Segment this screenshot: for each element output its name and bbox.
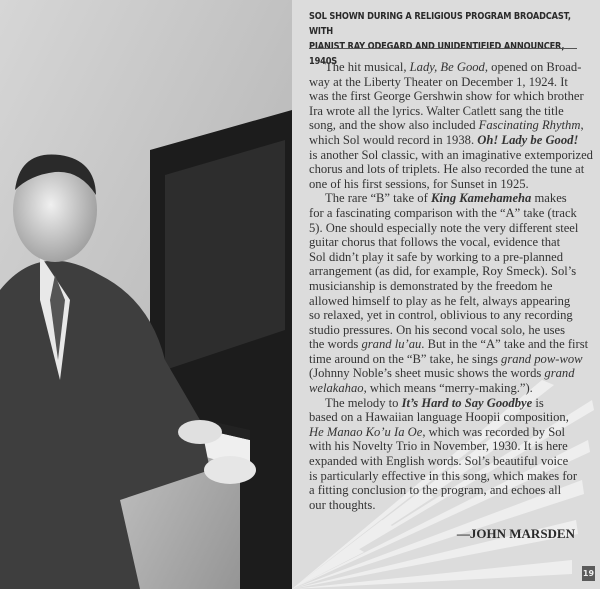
text-line	[309, 337, 589, 352]
text-line	[309, 425, 584, 440]
text-run: for a fascinating comparison with the “A” take (track	[309, 205, 577, 220]
text-run: song, and the show also included	[309, 118, 479, 133]
text-line	[309, 118, 584, 133]
text-run: ,	[580, 118, 584, 133]
photo-sol-at-piano	[0, 0, 292, 589]
emphasized-text: Lady, Be Good	[409, 60, 485, 74]
text-run: Sol didn’t play it safe by working to a pre-planned	[309, 249, 564, 264]
text-line	[309, 308, 584, 323]
text-line	[309, 352, 584, 367]
text-line	[309, 264, 584, 279]
text-run: was the first George Gershwin show for which brother	[309, 89, 584, 104]
text-line	[309, 396, 584, 411]
text-line	[309, 366, 584, 381]
text-line	[309, 191, 584, 206]
caption-line: SOL SHOWN DURING A RELIGIOUS PROGRAM BROADCAST, WITH	[309, 11, 571, 37]
text-line	[309, 147, 593, 163]
text-run: 5). One should especially note the very different steel	[309, 220, 579, 235]
text-run: , which means “merry-making.”).	[363, 381, 533, 396]
text-run: makes	[531, 191, 567, 206]
text-line	[309, 221, 584, 236]
text-line	[309, 235, 584, 250]
text-run: is another Sol classic, with an imaginative extemporized	[309, 147, 593, 162]
text-line	[309, 294, 584, 309]
text-run: The hit musical,	[325, 60, 410, 74]
text-line	[309, 469, 584, 484]
emphasized-text: He Manao Ko’u Ia Oe	[309, 424, 423, 439]
emphasized-text: grand lu’au	[361, 337, 422, 352]
text-line	[309, 279, 584, 294]
paragraph	[309, 60, 593, 191]
text-run: way at the Liberty Theater on December 1, 1924. It	[309, 74, 568, 89]
text-line	[309, 483, 584, 498]
divider	[309, 48, 577, 49]
emphasized-text: It’s Hard to Say Goodbye	[401, 395, 533, 410]
author-signature: —JOHN MARSDEN	[456, 526, 575, 541]
text-run: is	[532, 395, 544, 410]
text-run: so relaxed, yet in control, oblivious to any recording	[309, 308, 573, 323]
text-run: the words	[309, 337, 362, 352]
emphasized-text: grand	[544, 366, 575, 381]
text-line	[309, 323, 584, 338]
text-line	[309, 60, 584, 75]
text-run: is particularly effective in this song, which makes for	[309, 468, 578, 483]
text-run: (Johnny Noble’s sheet music shows the words	[309, 366, 545, 381]
emphasized-text: grand pow-wow	[501, 351, 583, 366]
text-run: our thoughts.	[309, 497, 376, 512]
text-run: allowed himself to play as he felt, always appearing	[309, 293, 571, 308]
text-run: The melody to	[325, 395, 402, 410]
text-run: a fitting conclusion to the program, and echoes all	[309, 483, 562, 498]
text-run: arrangement (as did, for example, Roy Smeck). Sol’s	[309, 264, 577, 279]
text-line	[309, 206, 584, 221]
text-line	[309, 381, 584, 396]
text-line	[309, 104, 584, 119]
text-run: , which was recorded by Sol	[422, 424, 566, 439]
text-line	[309, 410, 584, 425]
text-run: expanded with English words. Sol’s beautiful voice	[309, 454, 569, 469]
text-run: , opened on Broad-	[484, 60, 582, 74]
text-line	[309, 177, 584, 192]
text-run: which Sol would record in 1938.	[309, 132, 478, 147]
text-run: time around on the “B” take, he sings	[309, 351, 502, 366]
text-run: with his Novelty Trio in November, 1930. It is here	[309, 439, 568, 454]
emphasized-text: King Kamehameha	[430, 191, 532, 206]
text-run: Ira wrote all the lyrics. Walter Catlett sang the title	[309, 103, 564, 118]
text-run: one of his first sessions, for Sunset in 1925.	[309, 176, 529, 191]
text-line	[309, 75, 584, 90]
text-run: chorus and lots of triplets. He also recorded the tune at	[309, 162, 585, 177]
text-line	[309, 162, 584, 177]
text-run: based on a Hawaiian language Hoopii composition,	[309, 410, 569, 425]
text-run: . But in the “A” take and the first	[421, 337, 589, 352]
text-run: studio pressures. On his second vocal solo, he uses	[309, 322, 566, 337]
text-line	[309, 89, 584, 104]
text-line	[309, 133, 584, 148]
emphasized-text: welakahao	[309, 381, 364, 396]
text-line	[309, 439, 584, 454]
text-run: The rare “B” take of	[325, 191, 431, 206]
emphasized-text: Fascinating Rhythm	[478, 118, 581, 133]
article-body	[309, 60, 593, 512]
caption-line: PIANIST RAY ODEGARD AND UNIDENTIFIED ANNOUNCER, 1940S	[309, 41, 565, 67]
text-line	[309, 250, 584, 265]
text-line	[309, 498, 584, 513]
page-number: 19	[582, 566, 595, 581]
paragraph	[309, 191, 589, 396]
paragraph	[309, 396, 584, 513]
text-line	[309, 454, 584, 469]
text-run: musicianship is demonstrated by the freedom he	[309, 278, 553, 293]
text-run: guitar chorus that follows the vocal, evidence that	[309, 235, 561, 250]
emphasized-text: Oh! Lady be Good!	[477, 132, 579, 147]
